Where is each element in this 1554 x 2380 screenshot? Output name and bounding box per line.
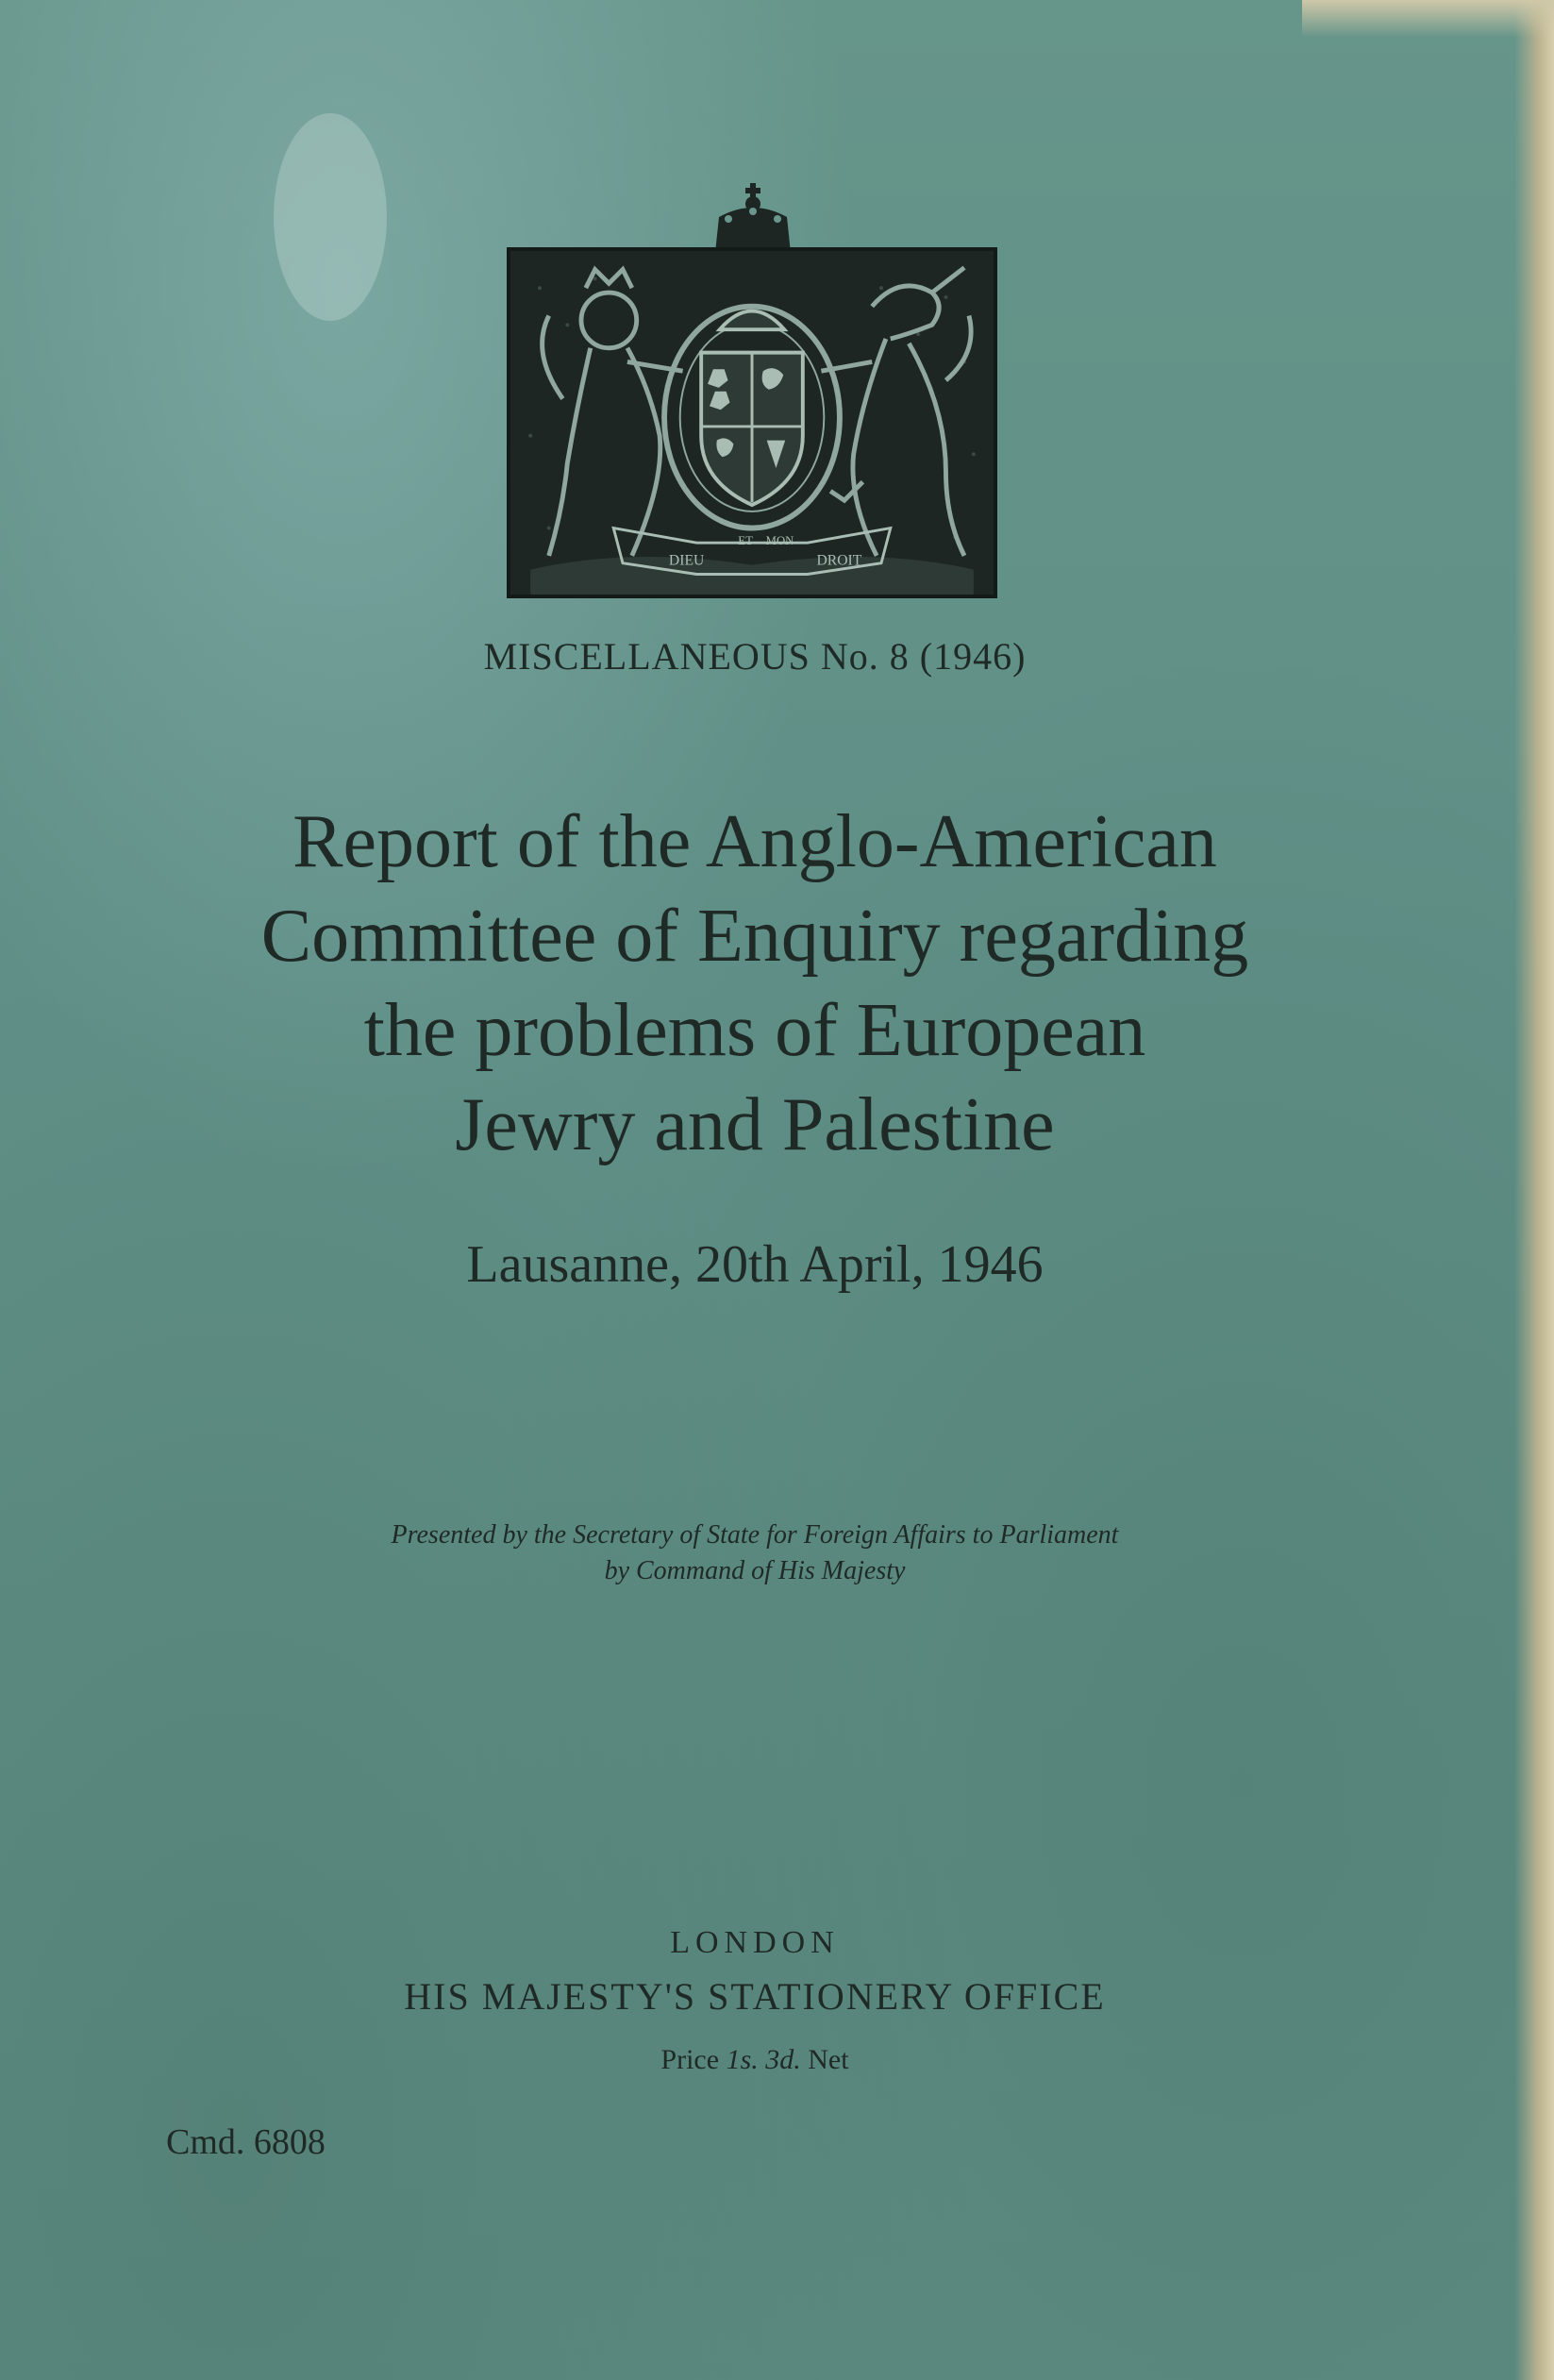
- title-line: Jewry and Palestine: [455, 1083, 1055, 1166]
- price-prefix: Price: [660, 2044, 727, 2075]
- svg-text:DROIT: DROIT: [816, 552, 862, 569]
- presented-by-statement: [0, 1517, 1510, 1589]
- paper-scuff: [274, 113, 387, 321]
- presented-line: by Command of His Majesty: [604, 1556, 906, 1585]
- title-line: the problems of European: [363, 989, 1146, 1072]
- date-place-line: Lausanne, 20th April, 1946: [466, 1235, 1044, 1294]
- page-edge-wear: [1514, 0, 1554, 2380]
- price-suffix: Net: [800, 2044, 849, 2075]
- svg-text:ET: ET: [738, 534, 753, 548]
- publisher-name: HIS MAJESTY'S STATIONERY OFFICE: [404, 1975, 1106, 2018]
- imprint-city: LONDON: [670, 1925, 840, 1960]
- royal-coat-of-arms: [507, 247, 997, 598]
- presented-line: Presented by the Secretary of State for Foreign Affairs to Parliament: [391, 1520, 1119, 1550]
- title-line: Report of the Anglo-American: [292, 800, 1217, 883]
- document-title: [0, 795, 1510, 1172]
- page-corner-wear: [1302, 0, 1554, 38]
- svg-text:MON: MON: [765, 534, 794, 548]
- price-pence: 3d.: [765, 2044, 801, 2075]
- price-shillings: 1s.: [726, 2044, 759, 2075]
- price-line: [0, 2044, 1510, 2076]
- command-number: Cmd. 6808: [166, 2122, 326, 2162]
- series-number: MISCELLANEOUS No. 8 (1946): [483, 635, 1027, 678]
- coat-of-arms-icon: [510, 251, 994, 595]
- title-line: Committee of Enquiry regarding: [260, 895, 1249, 978]
- crown-icon: [710, 179, 796, 255]
- svg-text:DIEU: DIEU: [668, 552, 705, 569]
